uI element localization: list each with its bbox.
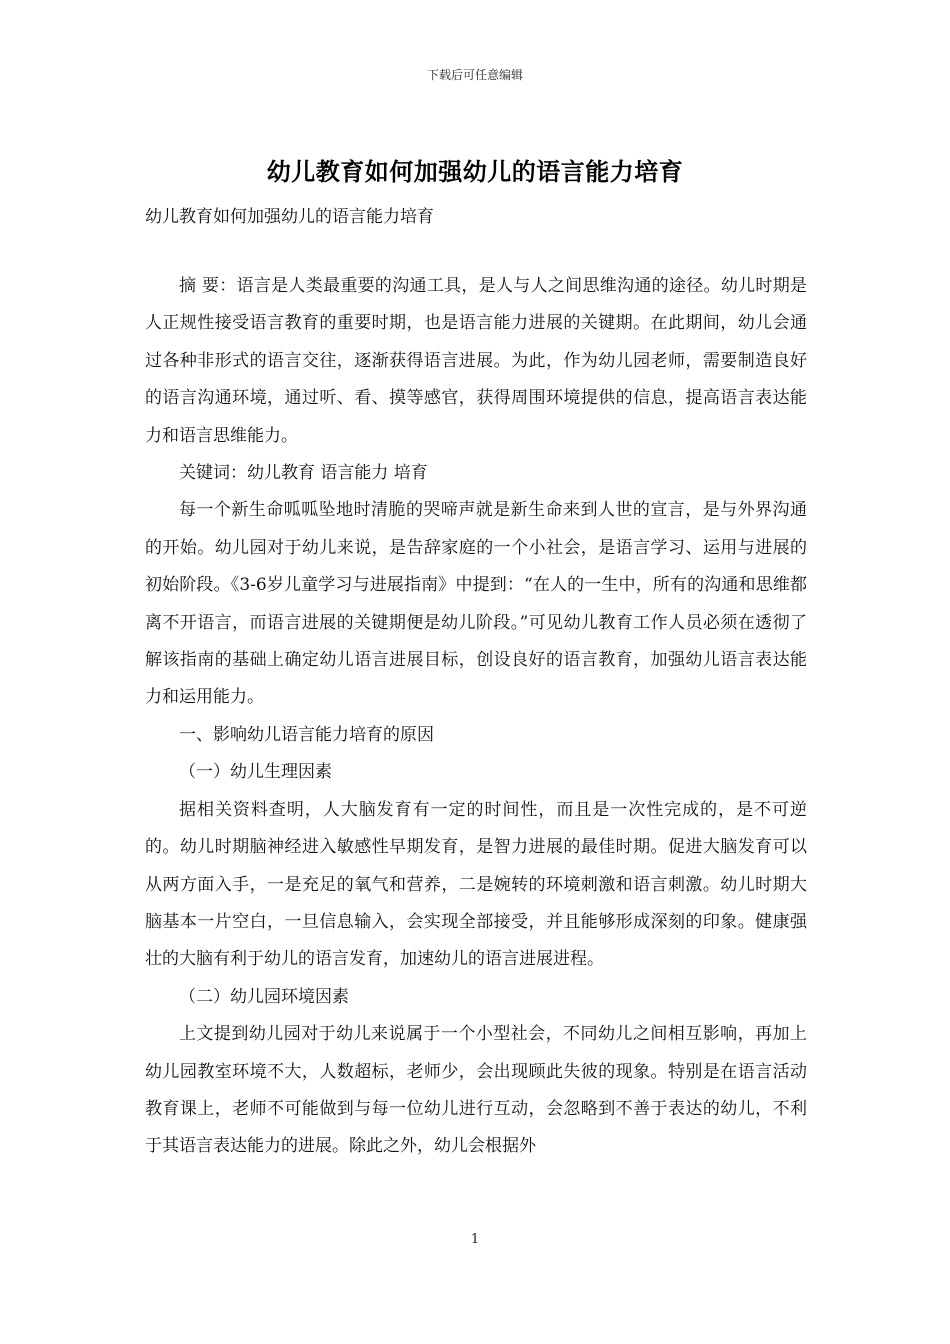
header-note: 下载后可任意编辑 [426, 68, 523, 82]
subsection-heading: （一）幼儿生理因素 [179, 762, 332, 783]
document-body [145, 268, 807, 1166]
body-paragraph: 据相关资料查明，人大脑发育有一定的时间性，而且是一次性完成的，是不可逆的。幼儿时期脑神经进入敏感性早期发育，是智力进展的最佳时期。促进大脑发育可以从两方面入手，一是充足的氧气和营养，二是婉转的环境刺激和语言刺激。幼儿时期大脑基本一片空白，一旦信息输入，会实现全部接受，并且能够形成深刻的印象。健康强壮的大脑有利于幼儿的语言发育，加速幼儿的语言进展进程。 [145, 799, 807, 970]
document-title: 幼儿教育如何加强幼儿的语言能力培育 [266, 157, 684, 186]
intro-paragraph: 每一个新生命呱呱坠地时清脆的哭啼声就是新生命来到人世的宣言，是与外界沟通的开始。幼儿园对于幼儿来说，是告辞家庭的一个小社会，是语言学习、运用与进展的初始阶段。《3-6岁儿童学习与进展指南》中提到：“在人的一生中，所有的沟通和思维都离不开语言，而语言进展的关键期便是幼儿阶段。”可见幼儿教育工作人员必须在透彻了解该指南的基础上确定幼儿语言进展目标，创设良好的语言教育，加强幼儿语言表达能力和运用能力。 [145, 500, 807, 708]
subsection-heading: （二）幼儿园环境因素 [179, 986, 349, 1007]
section-heading: 一、影响幼儿语言能力培育的原因 [179, 724, 434, 745]
body-paragraph: 上文提到幼儿园对于幼儿来说属于一个小型社会，不同幼儿之间相互影响，再加上幼儿园教室环境不大，人数超标，老师少，会出现顾此失彼的现象。特别是在语言活动教育课上，老师不可能做到与每一位幼儿进行互动，会忽略到不善于表达的幼儿，不利于其语言表达能力的进展。除此之外，幼儿会根据外 [145, 1024, 807, 1157]
page-number: 1 [470, 1232, 480, 1247]
abstract-paragraph: 摘 要：语言是人类最重要的沟通工具，是人与人之间思维沟通的途径。幼儿时期是人正规性接受语言教育的重要时期，也是语言能力进展的关键期。在此期间，幼儿会通过各种非形式的语言交往，逐渐获得语言进展。为此，作为幼儿园老师，需要制造良好的语言沟通环境，通过听、看、摸等感官，获得周围环境提供的信息，提高语言表达能力和语言思维能力。 [145, 276, 807, 446]
keywords-paragraph: 关键词：幼儿教育 语言能力 培育 [179, 463, 428, 484]
document-subtitle: 幼儿教育如何加强幼儿的语言能力培育 [145, 207, 434, 227]
